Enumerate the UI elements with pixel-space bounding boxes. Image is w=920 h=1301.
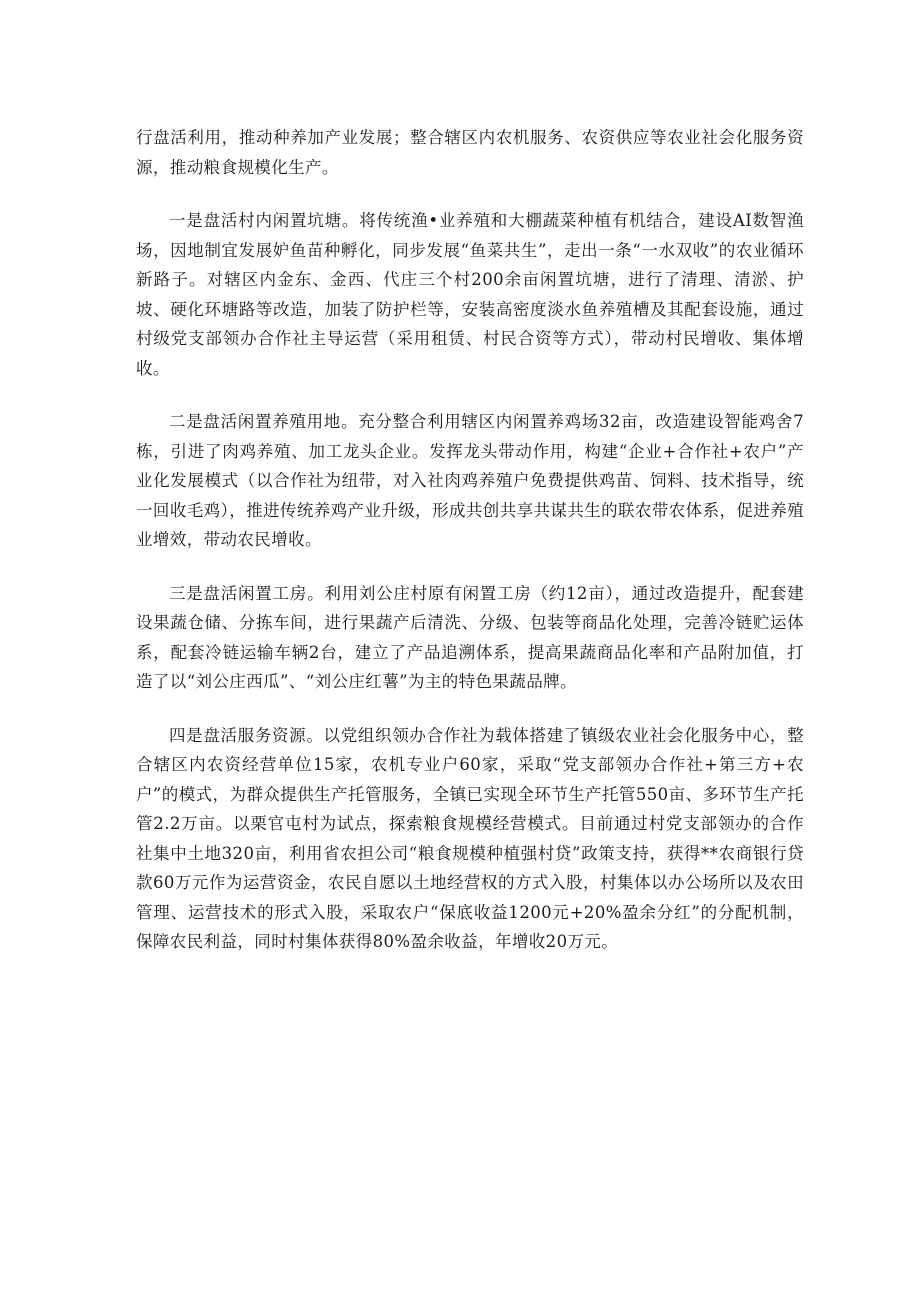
paragraph-revitalize-breeding-land: 二是盘活闲置养殖用地。充分整合利用辖区内闲置养鸡场32亩，改造建设智能鸡舍7栋，引进了肉鸡养殖、加工龙头企业。发挥龙头带动作用，构建“企业+合作社+农户”产业化发展模式（以合作社为纽带，对入社肉鸡养殖户免费提供鸡苗、饲料、技术指导，统一回收毛鸡），推进传统养鸡产业升级，形成共创共享共谋共生的联农带农体系，促进养殖业增效，带动农民增收。	[136, 412, 804, 549]
paragraph-revitalize-ponds: 一是盘活村内闲置坑塘。将传统渔•业养殖和大棚蔬菜种植有机结合，建设AI数智渔场，因地制宜发展妒鱼苗种孵化，同步发展“鱼菜共生”，走出一条“一水双收”的农业循环新路子。对辖区内金东、金西、代庄三个村200余亩闲置坑塘，进行了清理、清淤、护坡、硬化环塘路等改造，加装了防护栏等，安装高密度淡水鱼养殖槽及其配套设施，通过村级党支部领办合作社主导运营（采用租赁、村民合资等方式），带动村民增收、集体增收。	[136, 211, 804, 378]
paragraph-continuation: 行盘活利用，推动种养加产业发展；整合辖区内农机服务、农资供应等农业社会化服务资源，推动粮食规模化生产。	[136, 128, 804, 177]
document-page	[136, 123, 804, 981]
paragraph-revitalize-workshops: 三是盘活闲置工房。利用刘公庄村原有闲置工房（约12亩），通过改造提升，配套建设果蔬仓储、分拣车间，进行果蔬产后清洗、分级、包装等商品化处理，完善冷链贮运体系，配套冷链运输车辆2台，建立了产品追溯体系，提高果蔬商品化率和产品附加值，打造了以“刘公庄西瓜”、“刘公庄红薯”为主的特色果蔬品牌。	[136, 583, 804, 691]
paragraph-revitalize-service-resources: 四是盘活服务资源。以党组织领办合作社为载体搭建了镇级农业社会化服务中心，整合辖区内农资经营单位15家，农机专业户60家，采取“党支部领办合作社+第三方+农户”的模式，为群众提供生产托管服务，全镇已实现全环节生产托管550亩、多环节生产托管2.2万亩。以栗官屯村为试点，探索粮食规模经营模式。目前通过村党支部领办的合作社集中土地320亩，利用省农担公司“粮食规模种植强村贷”政策支持，获得**农商银行贷款60万元作为运营资金，农民自愿以土地经营权的方式入股，村集体以办公场所以及农田管理、运营技术的形式入股，采取农户“保底收益1200元+20%盈余分红”的分配机制，保障农民利益，同时村集体获得80%盈余收益，年增收20万元。	[136, 725, 804, 951]
